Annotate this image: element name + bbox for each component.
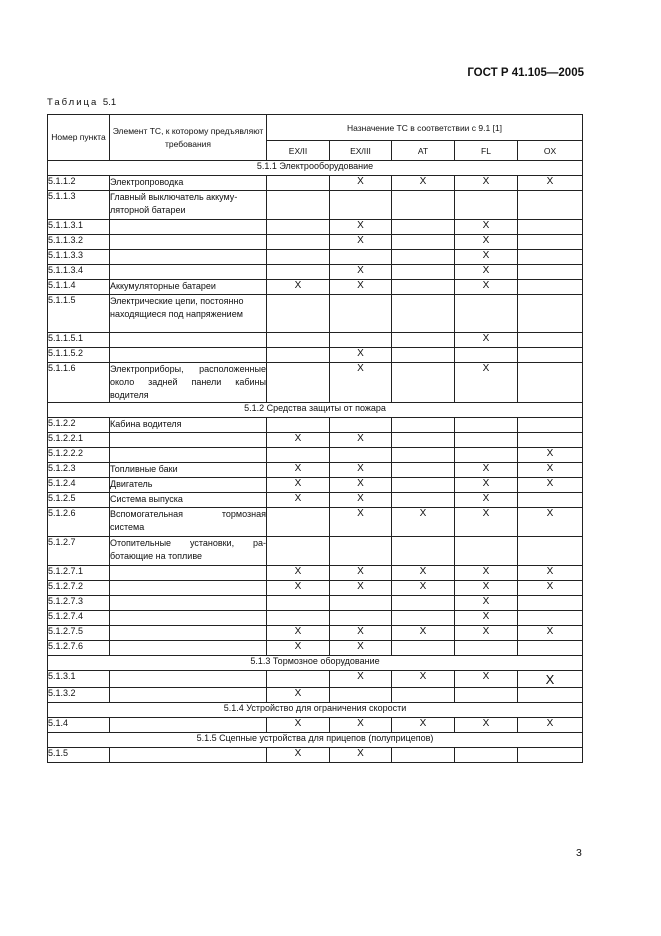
table-row bbox=[48, 463, 583, 478]
applicability-mark bbox=[518, 418, 583, 433]
applicability-mark bbox=[518, 363, 583, 403]
table-row bbox=[48, 671, 583, 688]
applicability-mark bbox=[267, 448, 330, 463]
vehicle-element bbox=[110, 235, 267, 250]
applicability-mark: X bbox=[392, 176, 455, 191]
applicability-mark bbox=[330, 611, 392, 626]
table-body bbox=[48, 161, 583, 763]
section-title: 5.1.2 Средства защиты от пожара bbox=[48, 403, 583, 418]
applicability-mark bbox=[455, 748, 518, 763]
applicability-mark bbox=[267, 235, 330, 250]
applicability-mark bbox=[518, 493, 583, 508]
applicability-mark: X bbox=[392, 508, 455, 537]
applicability-mark: X bbox=[392, 671, 455, 688]
clause-number: 5.1.3.1 bbox=[48, 671, 110, 688]
applicability-mark bbox=[392, 688, 455, 703]
section-title: 5.1.3 Тормозное оборудование bbox=[48, 656, 583, 671]
applicability-mark: X bbox=[392, 718, 455, 733]
applicability-mark bbox=[392, 641, 455, 656]
applicability-mark: X bbox=[455, 626, 518, 641]
table-row bbox=[48, 566, 583, 581]
vehicle-element: Главный выключатель аккумуляторной батареи bbox=[110, 191, 267, 220]
applicability-mark bbox=[267, 508, 330, 537]
table-caption bbox=[47, 97, 116, 108]
applicability-mark: X bbox=[330, 463, 392, 478]
applicability-mark: X bbox=[455, 363, 518, 403]
applicability-mark bbox=[455, 191, 518, 220]
clause-number: 5.1.1.2 bbox=[48, 176, 110, 191]
applicability-mark bbox=[518, 191, 583, 220]
applicability-mark: X bbox=[330, 641, 392, 656]
applicability-mark bbox=[455, 641, 518, 656]
table-row bbox=[48, 508, 583, 537]
table-row bbox=[48, 537, 583, 566]
table-row bbox=[48, 641, 583, 656]
applicability-mark: X bbox=[518, 176, 583, 191]
applicability-mark bbox=[392, 537, 455, 566]
applicability-mark: X bbox=[330, 581, 392, 596]
table-row bbox=[48, 688, 583, 703]
applicability-mark: X bbox=[518, 463, 583, 478]
applicability-mark: X bbox=[455, 463, 518, 478]
requirements-table bbox=[47, 114, 583, 763]
vehicle-element bbox=[110, 748, 267, 763]
applicability-mark: X bbox=[518, 671, 583, 688]
applicability-mark: X bbox=[330, 220, 392, 235]
clause-number: 5.1.1.3.2 bbox=[48, 235, 110, 250]
clause-number: 5.1.1.3.1 bbox=[48, 220, 110, 235]
applicability-mark: X bbox=[330, 671, 392, 688]
applicability-mark bbox=[392, 235, 455, 250]
vehicle-element bbox=[110, 641, 267, 656]
applicability-mark bbox=[267, 611, 330, 626]
applicability-mark bbox=[392, 478, 455, 493]
applicability-mark: X bbox=[267, 478, 330, 493]
applicability-mark bbox=[330, 191, 392, 220]
applicability-mark bbox=[392, 220, 455, 235]
section-row bbox=[48, 161, 583, 176]
applicability-mark bbox=[330, 333, 392, 348]
applicability-mark bbox=[267, 537, 330, 566]
applicability-mark bbox=[518, 280, 583, 295]
clause-number: 5.1.2.6 bbox=[48, 508, 110, 537]
applicability-mark bbox=[518, 433, 583, 448]
applicability-mark: X bbox=[330, 363, 392, 403]
table-row bbox=[48, 250, 583, 265]
vehicle-element: Отопительные установки, работающие на топливе bbox=[110, 537, 267, 566]
applicability-mark bbox=[455, 448, 518, 463]
applicability-mark: X bbox=[330, 718, 392, 733]
applicability-mark: X bbox=[267, 566, 330, 581]
clause-number: 5.1.2.4 bbox=[48, 478, 110, 493]
applicability-mark: X bbox=[392, 566, 455, 581]
clause-number: 5.1.1.3.4 bbox=[48, 265, 110, 280]
applicability-mark bbox=[392, 418, 455, 433]
clause-number: 5.1.3.2 bbox=[48, 688, 110, 703]
applicability-mark bbox=[267, 418, 330, 433]
applicability-mark: X bbox=[267, 433, 330, 448]
vehicle-element bbox=[110, 250, 267, 265]
table-row bbox=[48, 581, 583, 596]
clause-number: 5.1.1.5.1 bbox=[48, 333, 110, 348]
vehicle-element: Система выпуска bbox=[110, 493, 267, 508]
applicability-mark: X bbox=[455, 566, 518, 581]
applicability-mark: X bbox=[267, 641, 330, 656]
clause-number: 5.1.2.7.4 bbox=[48, 611, 110, 626]
table-row bbox=[48, 176, 583, 191]
clause-number: 5.1.4 bbox=[48, 718, 110, 733]
table-row bbox=[48, 348, 583, 363]
applicability-mark: X bbox=[455, 220, 518, 235]
clause-number: 5.1.2.3 bbox=[48, 463, 110, 478]
applicability-mark bbox=[518, 748, 583, 763]
clause-number: 5.1.1.5.2 bbox=[48, 348, 110, 363]
applicability-mark bbox=[518, 537, 583, 566]
applicability-mark bbox=[518, 265, 583, 280]
applicability-mark bbox=[330, 295, 392, 333]
applicability-mark bbox=[518, 220, 583, 235]
applicability-mark bbox=[392, 611, 455, 626]
applicability-mark: X bbox=[330, 566, 392, 581]
vehicle-element bbox=[110, 611, 267, 626]
applicability-mark bbox=[518, 295, 583, 333]
applicability-mark: X bbox=[330, 508, 392, 537]
applicability-mark bbox=[455, 348, 518, 363]
table-row bbox=[48, 493, 583, 508]
clause-number: 5.1.2.2.1 bbox=[48, 433, 110, 448]
table-row bbox=[48, 448, 583, 463]
vehicle-element bbox=[110, 333, 267, 348]
applicability-mark bbox=[392, 433, 455, 448]
applicability-mark: X bbox=[330, 280, 392, 295]
applicability-mark bbox=[267, 596, 330, 611]
vehicle-element bbox=[110, 220, 267, 235]
vehicle-element: Двигатель bbox=[110, 478, 267, 493]
applicability-mark bbox=[518, 688, 583, 703]
vehicle-element bbox=[110, 448, 267, 463]
applicability-mark: X bbox=[455, 265, 518, 280]
applicability-mark bbox=[330, 448, 392, 463]
applicability-mark: X bbox=[455, 581, 518, 596]
applicability-mark: X bbox=[330, 626, 392, 641]
table-row bbox=[48, 280, 583, 295]
applicability-mark: X bbox=[455, 508, 518, 537]
section-title: 5.1.1 Электрооборудование bbox=[48, 161, 583, 176]
applicability-mark bbox=[267, 220, 330, 235]
clause-number: 5.1.5 bbox=[48, 748, 110, 763]
vehicle-element bbox=[110, 671, 267, 688]
table-row bbox=[48, 626, 583, 641]
applicability-mark: X bbox=[330, 748, 392, 763]
category-header: AT bbox=[392, 141, 455, 161]
vehicle-element bbox=[110, 596, 267, 611]
applicability-mark bbox=[330, 596, 392, 611]
applicability-mark bbox=[518, 235, 583, 250]
applicability-mark bbox=[455, 537, 518, 566]
applicability-mark bbox=[267, 333, 330, 348]
vehicle-element: Аккумуляторные батареи bbox=[110, 280, 267, 295]
applicability-mark bbox=[392, 191, 455, 220]
vehicle-element bbox=[110, 566, 267, 581]
vehicle-element: Электрические цепи, постоянно находящиеся под напряжением bbox=[110, 295, 267, 333]
section-title: 5.1.5 Сцепные устройства для прицепов (полуприцепов) bbox=[48, 733, 583, 748]
clause-number: 5.1.2.7 bbox=[48, 537, 110, 566]
clause-number: 5.1.2.7.1 bbox=[48, 566, 110, 581]
applicability-mark bbox=[267, 265, 330, 280]
applicability-mark bbox=[518, 348, 583, 363]
section-row bbox=[48, 703, 583, 718]
applicability-mark bbox=[392, 280, 455, 295]
table-row bbox=[48, 718, 583, 733]
applicability-mark: X bbox=[330, 493, 392, 508]
applicability-mark bbox=[267, 176, 330, 191]
clause-number: 5.1.2.7.5 bbox=[48, 626, 110, 641]
table-caption-label: Таблица bbox=[47, 97, 99, 108]
applicability-mark bbox=[267, 295, 330, 333]
applicability-mark: X bbox=[518, 566, 583, 581]
vehicle-element: Электропроводка bbox=[110, 176, 267, 191]
applicability-mark bbox=[518, 250, 583, 265]
applicability-mark bbox=[392, 596, 455, 611]
applicability-mark: X bbox=[518, 718, 583, 733]
section-title: 5.1.4 Устройство для ограничения скорости bbox=[48, 703, 583, 718]
applicability-mark bbox=[392, 448, 455, 463]
clause-number: 5.1.2.7.3 bbox=[48, 596, 110, 611]
applicability-mark: X bbox=[267, 493, 330, 508]
applicability-mark bbox=[392, 250, 455, 265]
table-row bbox=[48, 596, 583, 611]
applicability-mark bbox=[267, 363, 330, 403]
table-row bbox=[48, 611, 583, 626]
applicability-mark: X bbox=[518, 626, 583, 641]
applicability-mark bbox=[330, 250, 392, 265]
vehicle-element: Кабина водителя bbox=[110, 418, 267, 433]
applicability-mark bbox=[518, 596, 583, 611]
vehicle-element: Топливные баки bbox=[110, 463, 267, 478]
applicability-mark: X bbox=[330, 478, 392, 493]
applicability-mark bbox=[392, 463, 455, 478]
applicability-mark: X bbox=[455, 671, 518, 688]
column-header-number: Номер пункта bbox=[48, 115, 110, 161]
applicability-mark: X bbox=[330, 176, 392, 191]
applicability-mark bbox=[455, 433, 518, 448]
applicability-mark: X bbox=[330, 235, 392, 250]
table-row bbox=[48, 191, 583, 220]
applicability-mark bbox=[518, 611, 583, 626]
applicability-mark: X bbox=[518, 581, 583, 596]
applicability-mark: X bbox=[392, 581, 455, 596]
applicability-mark: X bbox=[267, 626, 330, 641]
applicability-mark: X bbox=[455, 176, 518, 191]
applicability-mark bbox=[267, 671, 330, 688]
table-row bbox=[48, 235, 583, 250]
clause-number: 5.1.1.3.3 bbox=[48, 250, 110, 265]
applicability-mark: X bbox=[392, 626, 455, 641]
applicability-mark bbox=[392, 295, 455, 333]
table-row bbox=[48, 295, 583, 333]
applicability-mark bbox=[392, 363, 455, 403]
category-header: EX/II bbox=[267, 141, 330, 161]
applicability-mark: X bbox=[455, 280, 518, 295]
applicability-mark bbox=[392, 748, 455, 763]
applicability-mark: X bbox=[455, 250, 518, 265]
applicability-mark: X bbox=[518, 448, 583, 463]
section-row bbox=[48, 403, 583, 418]
table-caption-number: 5.1 bbox=[102, 97, 117, 108]
applicability-mark: X bbox=[330, 265, 392, 280]
table-row bbox=[48, 265, 583, 280]
section-row bbox=[48, 656, 583, 671]
applicability-mark: X bbox=[455, 718, 518, 733]
vehicle-element bbox=[110, 581, 267, 596]
applicability-mark: X bbox=[330, 433, 392, 448]
clause-number: 5.1.2.7.6 bbox=[48, 641, 110, 656]
applicability-mark bbox=[455, 295, 518, 333]
applicability-mark: X bbox=[267, 581, 330, 596]
applicability-mark bbox=[392, 348, 455, 363]
clause-number: 5.1.1.6 bbox=[48, 363, 110, 403]
vehicle-element bbox=[110, 265, 267, 280]
applicability-mark bbox=[330, 418, 392, 433]
applicability-mark: X bbox=[455, 235, 518, 250]
column-header-element: Элемент ТС, к которому предъявляют требования bbox=[110, 115, 267, 161]
applicability-mark bbox=[455, 418, 518, 433]
applicability-mark: X bbox=[267, 463, 330, 478]
vehicle-element bbox=[110, 433, 267, 448]
vehicle-element: Электроприборы, расположенные около задней панели кабины водителя bbox=[110, 363, 267, 403]
clause-number: 5.1.2.2.2 bbox=[48, 448, 110, 463]
applicability-mark bbox=[518, 641, 583, 656]
vehicle-element: Вспомогательная тормозная система bbox=[110, 508, 267, 537]
applicability-mark: X bbox=[267, 718, 330, 733]
applicability-mark bbox=[267, 191, 330, 220]
applicability-mark bbox=[392, 265, 455, 280]
applicability-mark: X bbox=[518, 478, 583, 493]
vehicle-element bbox=[110, 688, 267, 703]
page-number: 3 bbox=[576, 847, 582, 859]
table-row bbox=[48, 363, 583, 403]
applicability-mark bbox=[267, 250, 330, 265]
clause-number: 5.1.1.4 bbox=[48, 280, 110, 295]
applicability-mark: X bbox=[267, 280, 330, 295]
table-row bbox=[48, 220, 583, 235]
section-row bbox=[48, 733, 583, 748]
document-standard-code: ГОСТ Р 41.105—2005 bbox=[467, 67, 584, 79]
applicability-mark: X bbox=[518, 508, 583, 537]
applicability-mark bbox=[392, 333, 455, 348]
applicability-mark bbox=[330, 688, 392, 703]
category-header: EX/III bbox=[330, 141, 392, 161]
clause-number: 5.1.1.5 bbox=[48, 295, 110, 333]
clause-number: 5.1.1.3 bbox=[48, 191, 110, 220]
applicability-mark: X bbox=[267, 688, 330, 703]
table-row bbox=[48, 333, 583, 348]
clause-number: 5.1.2.7.2 bbox=[48, 581, 110, 596]
column-header-purpose: Назначение ТС в соответствии с 9.1 [1] bbox=[267, 115, 583, 141]
applicability-mark: X bbox=[267, 748, 330, 763]
clause-number: 5.1.2.5 bbox=[48, 493, 110, 508]
applicability-mark: X bbox=[455, 611, 518, 626]
vehicle-element bbox=[110, 348, 267, 363]
applicability-mark: X bbox=[455, 493, 518, 508]
applicability-mark bbox=[455, 688, 518, 703]
applicability-mark: X bbox=[455, 333, 518, 348]
applicability-mark: X bbox=[455, 596, 518, 611]
applicability-mark bbox=[518, 333, 583, 348]
clause-number: 5.1.2.2 bbox=[48, 418, 110, 433]
table-row bbox=[48, 418, 583, 433]
applicability-mark bbox=[267, 348, 330, 363]
vehicle-element bbox=[110, 718, 267, 733]
table-row bbox=[48, 748, 583, 763]
applicability-mark bbox=[330, 537, 392, 566]
applicability-mark: X bbox=[330, 348, 392, 363]
vehicle-element bbox=[110, 626, 267, 641]
applicability-mark bbox=[392, 493, 455, 508]
table-row bbox=[48, 433, 583, 448]
applicability-mark: X bbox=[455, 478, 518, 493]
table-row bbox=[48, 478, 583, 493]
category-header: FL bbox=[455, 141, 518, 161]
category-header: OX bbox=[518, 141, 583, 161]
